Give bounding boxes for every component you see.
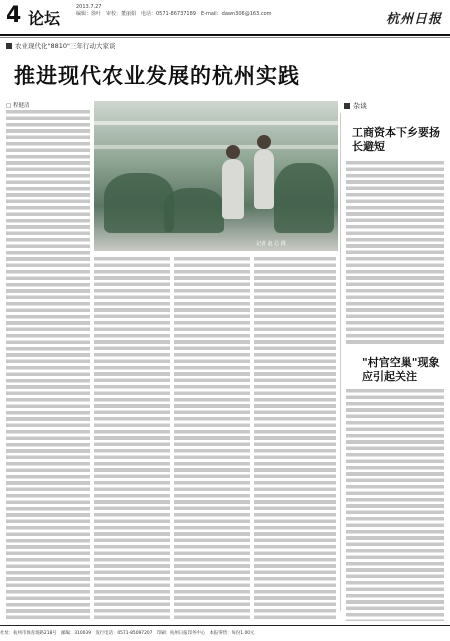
sidebar-tag: [344, 101, 367, 111]
article-column-2: [94, 256, 170, 621]
issue-date: 2013.7.27: [76, 4, 102, 10]
topic-text: 农业现代化"8810"三年行动大家谈: [15, 42, 116, 50]
article-headline: 推进现代农业发展的杭州实践: [14, 64, 300, 88]
article-column-4: [254, 256, 336, 621]
page-number: 4: [6, 3, 22, 28]
article-column-1: [6, 109, 90, 621]
sidebar-article-1-body: [346, 160, 444, 346]
sidebar-tag-text: 杂谈: [353, 102, 367, 110]
sidebar-title-1: 工商资本下乡要扬长避短: [352, 126, 440, 153]
masthead-logo: 杭州日报: [385, 12, 442, 27]
header-rule: [0, 34, 450, 36]
page-footer: 社址：杭州市体育场路218号 邮编：310039 发行电话：0571-85097207 印刷：杭州日报印务中心 本报零售：每份1.00元: [0, 625, 450, 641]
sidebar-article-2-body: [346, 388, 444, 621]
square-bullet-icon: [344, 103, 350, 109]
article-photo: [94, 101, 338, 251]
page-info: [76, 4, 272, 18]
topic-label: [6, 41, 116, 50]
article-column-3: [174, 256, 250, 621]
square-bullet-icon: [6, 43, 12, 49]
article-byline: □ 程健清: [6, 103, 30, 109]
photo-caption: 记者 赵 芯 摄: [256, 241, 286, 247]
header-rule-thin: [0, 37, 450, 38]
page-header: [0, 0, 450, 38]
editor-line: 编辑：徐叶 审校：董丽娟 电话：0571-86737189 E-mail：dawn306@163.com: [76, 11, 272, 17]
sidebar-title-2: "村官空巢"现象应引起关注: [362, 356, 440, 383]
page-section-name: 论坛: [28, 9, 61, 28]
